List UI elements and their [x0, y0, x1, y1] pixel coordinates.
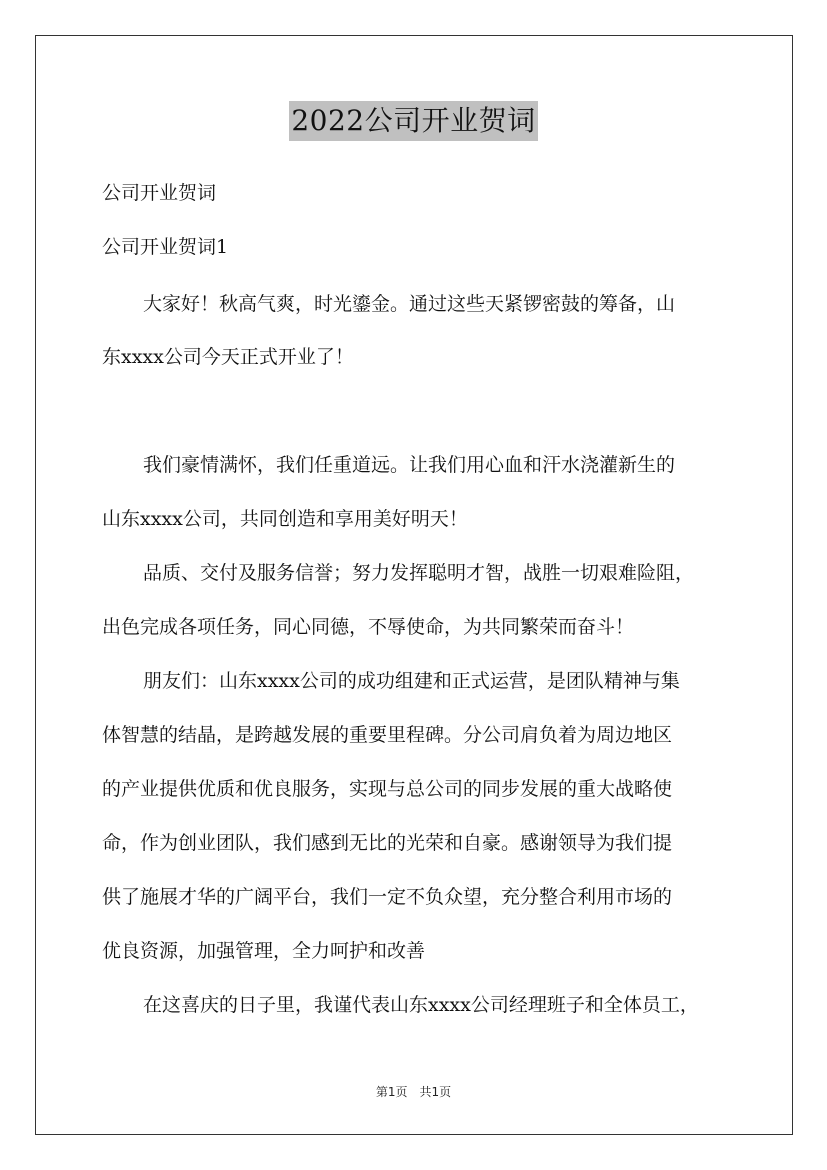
paragraph-line: 体智慧的结晶，是跨越发展的重要里程碑。分公司肩负着为周边地区 [102, 724, 673, 746]
section-heading: 公司开业贺词 [102, 182, 217, 204]
paragraph-line: 优良资源，加强管理，全力呵护和改善 [102, 940, 426, 962]
paragraph-line: 的产业提供优质和优良服务，实现与总公司的同步发展的重大战略使 [102, 778, 673, 800]
document-title-text: 2022公司开业贺词 [289, 101, 537, 141]
subsection-heading: 公司开业贺词1 [102, 236, 229, 258]
document-title [0, 101, 827, 141]
paragraph-line: 命，作为创业团队，我们感到无比的光荣和自豪。感谢领导为我们提 [102, 832, 673, 854]
paragraph-line: 大家好！秋高气爽，时光鎏金。通过这些天紧锣密鼓的筹备，山 [143, 293, 676, 315]
paragraph-line: 我们豪情满怀，我们任重道远。让我们用心血和汗水浇灌新生的 [143, 454, 676, 476]
page-number: 第1页 共1页 [375, 1085, 452, 1099]
paragraph-line: 品质、交付及服务信誉；努力发挥聪明才智，战胜一切艰难险阻， [143, 562, 695, 584]
paragraph-line: 东xxxx公司今天正式开业了！ [102, 346, 354, 368]
paragraph-line: 出色完成各项任务，同心同德，不辱使命，为共同繁荣而奋斗！ [102, 616, 635, 638]
paragraph-line: 朋友们：山东xxxx公司的成功组建和正式运营，是团队精神与集 [143, 670, 680, 692]
paragraph-line: 供了施展才华的广阔平台，我们一定不负众望，充分整合利用市场的 [102, 886, 673, 908]
paragraph-line: 在这喜庆的日子里，我谨代表山东xxxx公司经理班子和全体员工， [143, 994, 699, 1016]
paragraph-line: 山东xxxx公司，共同创造和享用美好明天！ [102, 508, 468, 530]
